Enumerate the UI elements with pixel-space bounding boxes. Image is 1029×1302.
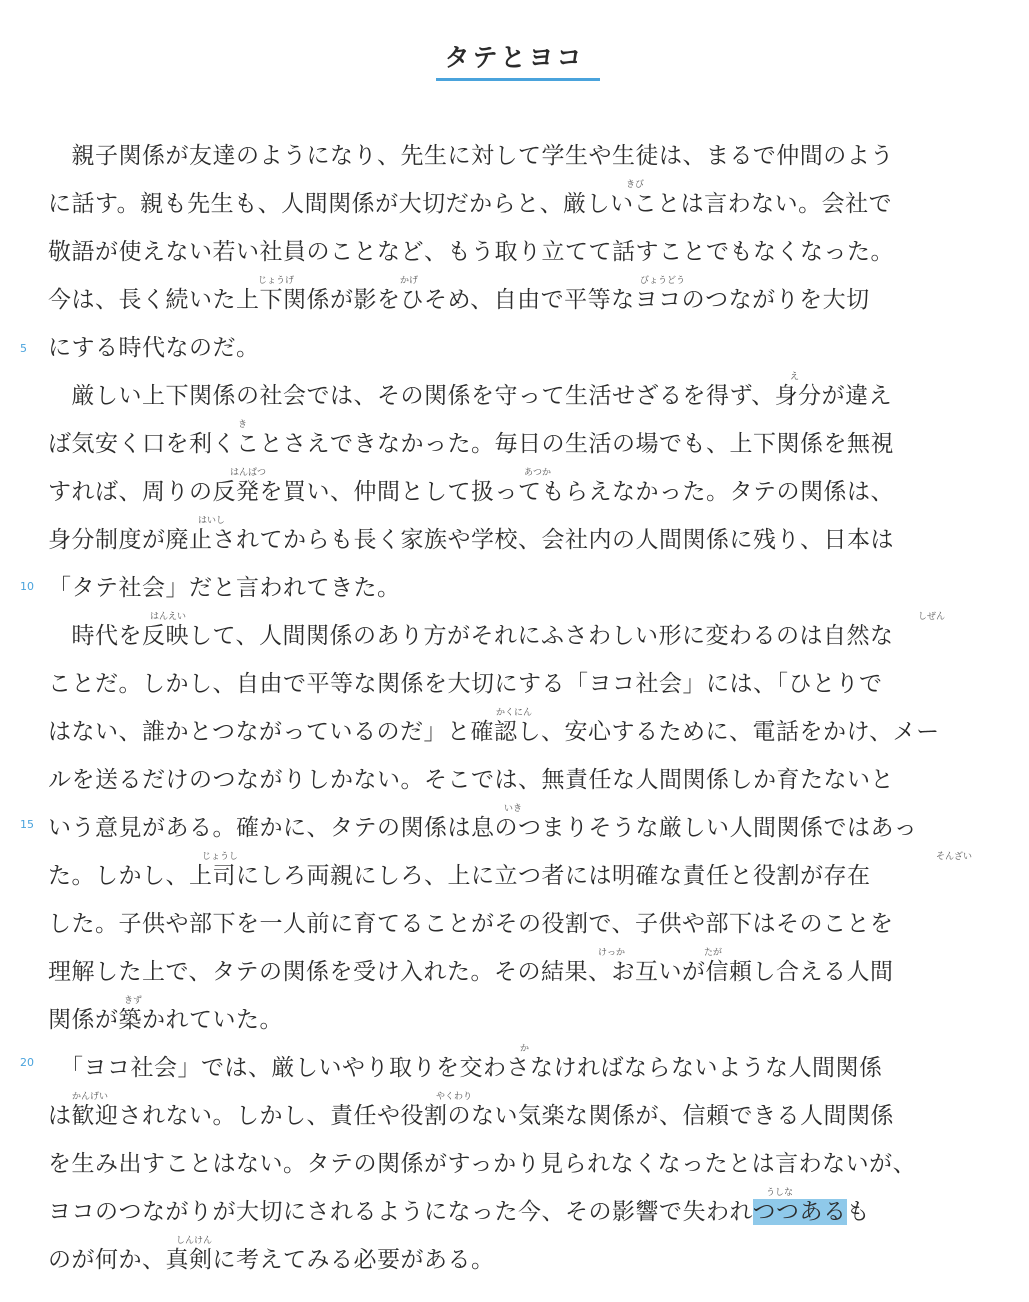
text-line: 敬語が使えない若い社員のことなど、もう取り立てて話すことでもなくなった。 xyxy=(48,239,894,265)
furigana: はんぱつ xyxy=(230,468,267,478)
furigana: はいし xyxy=(198,516,226,526)
line-number: 20 xyxy=(20,1056,34,1069)
furigana: か xyxy=(520,1044,530,1054)
furigana: いき xyxy=(504,804,523,814)
text-line: た。しかし、上司にしろ両親にしろ、上に立つ者には明確な責任と役割が存在 xyxy=(48,863,871,889)
text-line: はない、誰かとつながっているのだ」と確認し、安心するために、電話をかけ、メー xyxy=(48,719,940,745)
text-line: すれば、周りの反発を買い、仲間として扱ってもらえなかった。タテの関係は、 xyxy=(48,479,894,505)
text-line: 身分制度が廃止されてからも長く家族や学校、会社内の人間関係に残り、日本は xyxy=(48,527,894,553)
text-line: 「ヨコ社会」では、厳しいやり取りを交わさなければならないような人間関係 xyxy=(48,1055,883,1081)
text-line: を生み出すことはない。タテの関係がすっかり見られなくなったとは言わないが、 xyxy=(48,1151,917,1177)
highlighted-text[interactable]: つつある xyxy=(752,1199,847,1225)
furigana: やくわり xyxy=(436,1092,473,1102)
text-line: 関係が築かれていた。 xyxy=(48,1007,283,1033)
text-line: 今は、長く続いた上下関係が影をひそめ、自由で平等なヨコのつながりを大切 xyxy=(48,287,870,313)
text-line: ことだ。しかし、自由で平等な関係を大切にする「ヨコ社会」には、「ひとりで xyxy=(48,671,883,697)
furigana: けっか xyxy=(598,948,626,958)
furigana: かんげい xyxy=(72,1092,109,1102)
furigana: たが xyxy=(704,948,723,958)
furigana: かげ xyxy=(400,276,419,286)
furigana: あつか xyxy=(524,468,552,478)
furigana: そんざい xyxy=(936,852,973,862)
furigana: じょうし xyxy=(202,852,239,862)
text-line: 時代を反映して、人間関係のあり方がそれにふさわしい形に変わるのは自然な xyxy=(48,623,894,649)
furigana: びょうどう xyxy=(640,276,686,286)
furigana: え xyxy=(790,372,800,382)
text-line: にする時代なのだ。 xyxy=(48,335,260,361)
text-line: ルを送るだけのつながりしかない。そこでは、無責任な人間関係しか育たないと xyxy=(48,767,894,793)
furigana: きび xyxy=(626,180,645,190)
title-underline xyxy=(436,78,600,81)
text-line: 親子関係が友達のようになり、先生に対して学生や生徒は、まるで仲間のよう xyxy=(48,143,894,169)
text-line: ば気安く口を利くことさえできなかった。毎日の生活の場でも、上下関係を無視 xyxy=(48,431,894,457)
line-number: 15 xyxy=(20,818,34,831)
line-number: 5 xyxy=(20,342,27,355)
furigana: うしな xyxy=(766,1188,794,1198)
highlight-before: ヨコのつながりが大切にされるようになった今、その影響で失われ xyxy=(48,1199,753,1225)
furigana: しぜん xyxy=(918,612,946,622)
highlight-after: も xyxy=(846,1199,871,1225)
text-line: いう意見がある。確かに、タテの関係は息のつまりそうな厳しい人間関係ではあっ xyxy=(48,815,918,841)
furigana: じょうげ xyxy=(258,276,295,286)
page-title: タテとヨコ xyxy=(444,43,585,72)
text-line: 理解した上で、タテの関係を受け入れた。その結果、お互いが信頼し合える人間 xyxy=(48,959,894,985)
furigana: き xyxy=(238,420,248,430)
text-line-highlighted xyxy=(48,1196,993,1228)
text-line: した。子供や部下を一人前に育てることがその役割で、子供や部下はそのことを xyxy=(48,911,894,937)
text-line: 厳しい上下関係の社会では、その関係を守って生活せざるを得ず、身分が違え xyxy=(48,383,893,409)
furigana: はんえい xyxy=(150,612,187,622)
furigana: しんけん xyxy=(176,1236,213,1246)
furigana: かくにん xyxy=(496,708,533,718)
text-line: 「タテ社会」だと言われてきた。 xyxy=(48,575,401,601)
text-line: は歓迎されない。しかし、責任や役割のない気楽な関係が、信頼できる人間関係 xyxy=(48,1103,894,1129)
furigana: きず xyxy=(124,996,143,1006)
text-line: に話す。親も先生も、人間関係が大切だからと、厳しいことは言わない。会社で xyxy=(48,191,893,217)
text-line: のが何か、真剣に考えてみる必要がある。 xyxy=(48,1247,495,1273)
line-number: 10 xyxy=(20,580,34,593)
